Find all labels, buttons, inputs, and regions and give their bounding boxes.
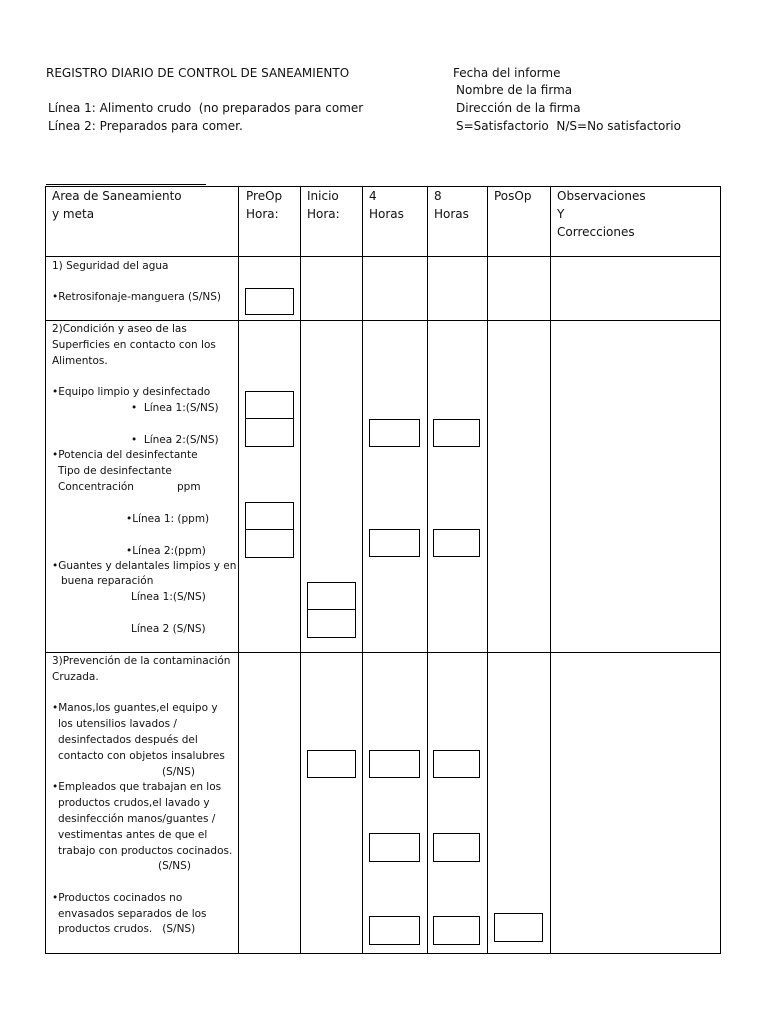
firm-address-label: Dirección de la firma	[456, 101, 581, 115]
section2-subitem: • Línea 1:(S/NS)	[131, 402, 219, 414]
table-border-top	[45, 186, 721, 187]
section3-text: vestimentas antes de que el	[58, 829, 208, 841]
header-correcciones: Correcciones	[557, 225, 635, 239]
report-date-label: Fecha del informe	[453, 66, 561, 80]
entry-box-8h-hands[interactable]	[433, 750, 480, 778]
table-row-divider	[45, 652, 721, 653]
section3-text: Cruzada.	[52, 671, 99, 683]
section3-text: productos crudos. (S/NS)	[58, 923, 196, 935]
section2-item: •Guantes y delantales limpios y en	[52, 560, 237, 572]
table-row-divider	[45, 320, 721, 321]
header-inicio-time: Hora:	[307, 207, 340, 221]
section3-title: 3)Prevención de la contaminación	[52, 655, 231, 667]
table-col-divider	[720, 186, 721, 954]
entry-box-inicio-gloves-line2[interactable]	[307, 609, 356, 638]
entry-box-preop-ppm-line2[interactable]	[245, 529, 294, 558]
line1-definition: Línea 1: Alimento crudo (no preparados para comer	[48, 101, 364, 115]
section2-subitem: • Línea 2:(S/NS)	[131, 434, 219, 446]
underline	[46, 184, 206, 185]
section2-item: •Potencia del desinfectante	[52, 449, 198, 461]
section2-text: Superficies en contacto con los	[52, 339, 216, 351]
section3-text: (S/NS)	[162, 766, 195, 778]
section2-text: Tipo de desinfectante	[58, 465, 172, 477]
entry-box-preop-line2[interactable]	[245, 418, 294, 447]
entry-box-posop-cooked[interactable]	[494, 913, 543, 942]
header-posop: PosOp	[494, 189, 532, 203]
section3-text: productos crudos,el lavado y	[58, 797, 210, 809]
section2-text: Concentración	[58, 481, 134, 493]
table-col-divider	[550, 186, 551, 954]
table-col-divider	[427, 186, 428, 954]
table-col-divider	[238, 186, 239, 954]
header-8h: 8	[434, 189, 442, 203]
header-4h-unit: Horas	[369, 207, 404, 221]
firm-name-label: Nombre de la firma	[456, 83, 573, 97]
entry-box-inicio-hands[interactable]	[307, 750, 356, 778]
entry-box-8h-cooked[interactable]	[433, 916, 480, 945]
entry-box-4h-line2[interactable]	[369, 419, 420, 447]
entry-box-4h-cooked[interactable]	[369, 916, 420, 945]
section3-text: trabajo con productos cocinados.	[58, 845, 233, 857]
line2-definition: Línea 2: Preparados para comer.	[48, 119, 243, 133]
section3-item: •Productos cocinados no	[52, 892, 183, 904]
section3-text: contacto con objetos insalubres	[58, 750, 225, 762]
entry-box-8h-ppm-line2[interactable]	[433, 529, 480, 557]
section2-subitem: Línea 2 (S/NS)	[131, 623, 206, 635]
section2-subitem: •Línea 2:(ppm)	[126, 545, 206, 557]
section1-item: •Retrosifonaje-manguera (S/NS)	[52, 291, 221, 303]
header-observaciones: Observaciones	[557, 189, 646, 203]
header-inicio: Inicio	[307, 189, 339, 203]
entry-box-8h-line2[interactable]	[433, 419, 480, 447]
section3-item: •Empleados que trabajan en los	[52, 781, 222, 793]
header-area: Area de Saneamiento	[52, 189, 182, 203]
section2-text: Alimentos.	[52, 355, 108, 367]
table-row-divider	[45, 256, 721, 257]
section2-text: buena reparación	[61, 575, 154, 587]
section3-text: desinfectados después del	[58, 734, 198, 746]
section1-title: 1) Seguridad del agua	[52, 260, 169, 272]
table-col-divider	[300, 186, 301, 954]
entry-box-4h-hands[interactable]	[369, 750, 420, 778]
header-preop-time: Hora:	[246, 207, 279, 221]
entry-box-inicio-gloves-line1[interactable]	[307, 582, 356, 610]
table-col-divider	[45, 186, 46, 954]
form-title: REGISTRO DIARIO DE CONTROL DE SANEAMIENTO	[46, 66, 350, 80]
table-col-divider	[487, 186, 488, 954]
table-border-bottom	[45, 953, 721, 954]
section3-item: •Manos,los guantes,el equipo y	[52, 702, 218, 714]
entry-box-preop-ppm-line1[interactable]	[245, 502, 294, 530]
ppm-label: ppm	[177, 481, 201, 493]
header-area-sub: y meta	[52, 207, 95, 221]
section2-title: 2)Condición y aseo de las	[52, 323, 187, 335]
header-4h: 4	[369, 189, 377, 203]
entry-box-8h-employees[interactable]	[433, 833, 480, 862]
entry-box-preop-line1[interactable]	[245, 391, 294, 419]
section3-text: los utensilios lavados /	[58, 718, 177, 730]
section2-item: •Equipo limpio y desinfectado	[52, 386, 211, 398]
section3-text: (S/NS)	[158, 860, 191, 872]
section2-subitem: Línea 1:(S/NS)	[131, 591, 206, 603]
table-col-divider	[362, 186, 363, 954]
header-y: Y	[557, 207, 565, 221]
section2-subitem: •Línea 1: (ppm)	[126, 513, 210, 525]
header-preop: PreOp	[246, 189, 283, 203]
section3-text: desinfección manos/guantes /	[58, 813, 216, 825]
entry-box-4h-employees[interactable]	[369, 833, 420, 862]
header-8h-unit: Horas	[434, 207, 469, 221]
legend-text: S=Satisfactorio N/S=No satisfactorio	[456, 119, 681, 133]
section3-text: envasados separados de los	[58, 908, 207, 920]
entry-box-4h-ppm-line2[interactable]	[369, 529, 420, 557]
entry-box-preop-retrosifonaje[interactable]	[245, 288, 294, 315]
